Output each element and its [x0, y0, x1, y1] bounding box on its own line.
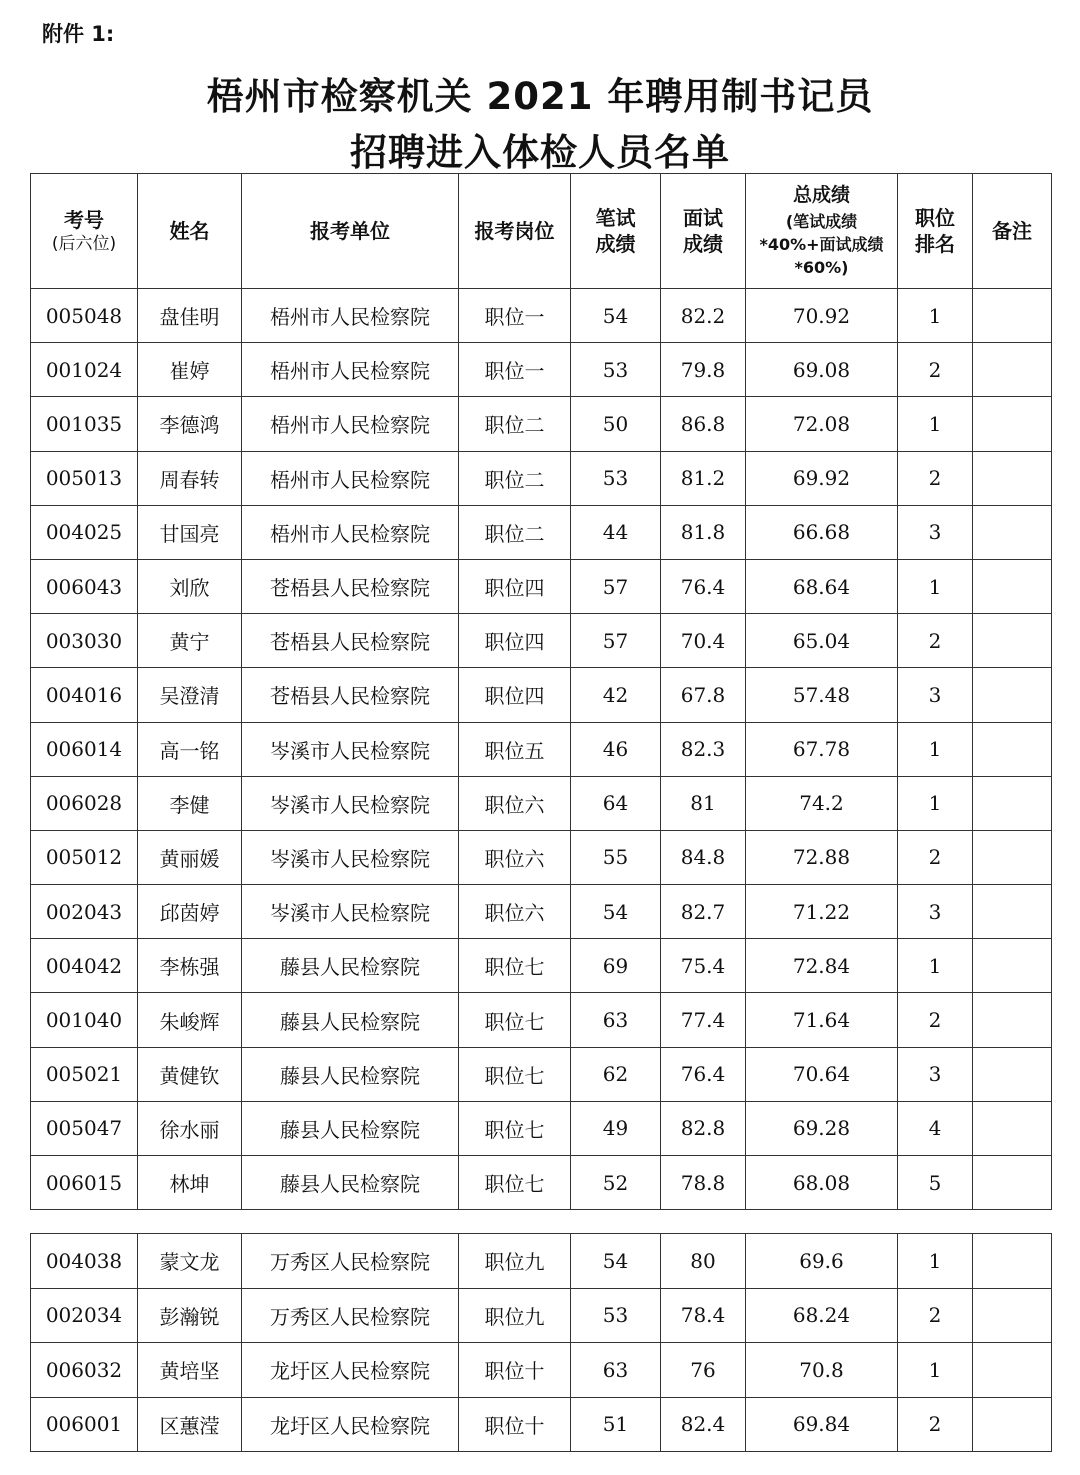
cell-interview: 75.4 — [661, 939, 746, 993]
cell-unit: 藤县人民检察院 — [242, 1156, 459, 1210]
cell-name: 蒙文龙 — [138, 1234, 242, 1289]
cell-unit: 藤县人民检察院 — [242, 1047, 459, 1101]
cell-written: 64 — [571, 776, 661, 830]
header-exam-no — [31, 174, 138, 289]
cell-position: 职位六 — [459, 776, 571, 830]
cell-interview: 81 — [661, 776, 746, 830]
table-row — [31, 343, 1052, 397]
cell-position: 职位七 — [459, 1047, 571, 1101]
cell-interview: 82.3 — [661, 722, 746, 776]
table-row — [31, 776, 1052, 830]
cell-written: 46 — [571, 722, 661, 776]
cell-name: 周春转 — [138, 451, 242, 505]
cell-written: 50 — [571, 397, 661, 451]
cell-written: 49 — [571, 1101, 661, 1155]
cell-rank: 4 — [898, 1101, 973, 1155]
cell-rank: 2 — [898, 451, 973, 505]
cell-position: 职位七 — [459, 1156, 571, 1210]
cell-rank: 5 — [898, 1156, 973, 1210]
cell-id: 002043 — [31, 885, 138, 939]
cell-remark — [973, 505, 1052, 559]
cell-unit: 岑溪市人民检察院 — [242, 776, 459, 830]
cell-interview: 82.8 — [661, 1101, 746, 1155]
table-row — [31, 559, 1052, 613]
cell-unit: 苍梧县人民检察院 — [242, 614, 459, 668]
cell-name: 崔婷 — [138, 343, 242, 397]
cell-interview: 84.8 — [661, 830, 746, 884]
cell-remark — [973, 1156, 1052, 1210]
attachment-label: 附件 1: — [42, 22, 115, 46]
cell-interview: 86.8 — [661, 397, 746, 451]
cell-name: 邱茵婷 — [138, 885, 242, 939]
cell-total: 68.64 — [746, 559, 898, 613]
cell-written: 53 — [571, 451, 661, 505]
cell-position: 职位六 — [459, 830, 571, 884]
cell-remark — [973, 830, 1052, 884]
table-row — [31, 1156, 1052, 1210]
cell-written: 52 — [571, 1156, 661, 1210]
cell-id: 004042 — [31, 939, 138, 993]
cell-id: 004016 — [31, 668, 138, 722]
cell-rank: 3 — [898, 668, 973, 722]
cell-remark — [973, 1101, 1052, 1155]
cell-position: 职位五 — [459, 722, 571, 776]
cell-rank: 2 — [898, 1397, 973, 1452]
cell-name: 徐水丽 — [138, 1101, 242, 1155]
cell-total: 69.92 — [746, 451, 898, 505]
header-exam-no-label: 考号 — [64, 207, 104, 232]
cell-unit: 岑溪市人民检察院 — [242, 830, 459, 884]
cell-id: 001024 — [31, 343, 138, 397]
cell-total: 69.28 — [746, 1101, 898, 1155]
cell-position: 职位七 — [459, 939, 571, 993]
cell-id: 006032 — [31, 1343, 138, 1398]
cell-rank: 2 — [898, 1288, 973, 1343]
cell-name: 区蕙滢 — [138, 1397, 242, 1452]
cell-id: 006043 — [31, 559, 138, 613]
header-written — [571, 174, 661, 289]
header-rank — [898, 174, 973, 289]
candidate-table — [30, 173, 1052, 1210]
cell-position: 职位二 — [459, 397, 571, 451]
cell-remark — [973, 1288, 1052, 1343]
cell-remark — [973, 289, 1052, 343]
cell-position: 职位四 — [459, 559, 571, 613]
cell-id: 005048 — [31, 289, 138, 343]
cell-remark — [973, 722, 1052, 776]
cell-remark — [973, 397, 1052, 451]
cell-total: 71.64 — [746, 993, 898, 1047]
cell-interview: 79.8 — [661, 343, 746, 397]
cell-remark — [973, 885, 1052, 939]
cell-unit: 梧州市人民检察院 — [242, 451, 459, 505]
cell-id: 006015 — [31, 1156, 138, 1210]
cell-unit: 龙圩区人民检察院 — [242, 1397, 459, 1452]
cell-interview: 82.4 — [661, 1397, 746, 1452]
cell-position: 职位四 — [459, 614, 571, 668]
cell-remark — [973, 993, 1052, 1047]
cell-id: 005012 — [31, 830, 138, 884]
header-position: 报考岗位 — [459, 174, 571, 289]
header-total-l3: *40%+面试成绩 — [759, 235, 884, 255]
cell-written: 54 — [571, 289, 661, 343]
cell-name: 黄健钦 — [138, 1047, 242, 1101]
header-total-l2: (笔试成绩 — [785, 211, 858, 231]
header-rank-l1: 职位 — [915, 206, 955, 230]
cell-total: 70.8 — [746, 1343, 898, 1398]
cell-total: 69.6 — [746, 1234, 898, 1289]
cell-remark — [973, 451, 1052, 505]
cell-name: 林坤 — [138, 1156, 242, 1210]
cell-total: 74.2 — [746, 776, 898, 830]
cell-remark — [973, 668, 1052, 722]
header-interview-l1: 面试 — [683, 206, 723, 230]
cell-total: 57.48 — [746, 668, 898, 722]
cell-interview: 76.4 — [661, 1047, 746, 1101]
header-total-l4: *60%) — [794, 258, 849, 278]
cell-remark — [973, 559, 1052, 613]
cell-unit: 岑溪市人民检察院 — [242, 885, 459, 939]
cell-unit: 苍梧县人民检察院 — [242, 668, 459, 722]
cell-total: 66.68 — [746, 505, 898, 559]
cell-id: 005021 — [31, 1047, 138, 1101]
cell-position: 职位六 — [459, 885, 571, 939]
table-row — [31, 830, 1052, 884]
cell-remark — [973, 614, 1052, 668]
cell-unit: 岑溪市人民检察院 — [242, 722, 459, 776]
cell-name: 刘欣 — [138, 559, 242, 613]
cell-total: 70.92 — [746, 289, 898, 343]
cell-written: 57 — [571, 614, 661, 668]
header-interview-l2: 成绩 — [683, 232, 723, 256]
header-total — [746, 174, 898, 289]
cell-position: 职位九 — [459, 1234, 571, 1289]
cell-total: 68.24 — [746, 1288, 898, 1343]
header-interview — [661, 174, 746, 289]
cell-unit: 藤县人民检察院 — [242, 939, 459, 993]
cell-rank: 1 — [898, 939, 973, 993]
table-row — [31, 505, 1052, 559]
cell-interview: 67.8 — [661, 668, 746, 722]
cell-position: 职位十 — [459, 1343, 571, 1398]
cell-interview: 81.8 — [661, 505, 746, 559]
cell-position: 职位四 — [459, 668, 571, 722]
header-name: 姓名 — [138, 174, 242, 289]
cell-id: 005013 — [31, 451, 138, 505]
cell-interview: 70.4 — [661, 614, 746, 668]
header-written-l1: 笔试 — [595, 206, 636, 230]
table-row — [31, 722, 1052, 776]
cell-rank: 1 — [898, 1343, 973, 1398]
cell-written: 44 — [571, 505, 661, 559]
cell-remark — [973, 1397, 1052, 1452]
cell-unit: 龙圩区人民检察院 — [242, 1343, 459, 1398]
cell-written: 53 — [571, 343, 661, 397]
table-row — [31, 1343, 1052, 1398]
cell-name: 李德鸿 — [138, 397, 242, 451]
header-unit: 报考单位 — [242, 174, 459, 289]
cell-name: 黄丽媛 — [138, 830, 242, 884]
cell-interview: 82.2 — [661, 289, 746, 343]
table-row — [31, 1397, 1052, 1452]
cell-written: 63 — [571, 993, 661, 1047]
cell-id: 006014 — [31, 722, 138, 776]
cell-name: 彭瀚锐 — [138, 1288, 242, 1343]
cell-total: 70.64 — [746, 1047, 898, 1101]
cell-written: 62 — [571, 1047, 661, 1101]
cell-unit: 万秀区人民检察院 — [242, 1234, 459, 1289]
cell-unit: 梧州市人民检察院 — [242, 505, 459, 559]
cell-rank: 1 — [898, 722, 973, 776]
cell-position: 职位一 — [459, 289, 571, 343]
cell-rank: 3 — [898, 1047, 973, 1101]
cell-interview: 78.8 — [661, 1156, 746, 1210]
cell-written: 55 — [571, 830, 661, 884]
header-written-l2: 成绩 — [595, 232, 636, 256]
cell-id: 006028 — [31, 776, 138, 830]
cell-written: 42 — [571, 668, 661, 722]
cell-position: 职位九 — [459, 1288, 571, 1343]
cell-total: 69.08 — [746, 343, 898, 397]
table-row — [31, 289, 1052, 343]
cell-written: 57 — [571, 559, 661, 613]
page-title: 梧州市检察机关 2021 年聘用制书记员 — [206, 75, 874, 118]
cell-interview: 76 — [661, 1343, 746, 1398]
cell-name: 吴澄清 — [138, 668, 242, 722]
table-row — [31, 451, 1052, 505]
cell-total: 68.08 — [746, 1156, 898, 1210]
cell-id: 004025 — [31, 505, 138, 559]
table-row — [31, 939, 1052, 993]
cell-interview: 82.7 — [661, 885, 746, 939]
cell-rank: 1 — [898, 1234, 973, 1289]
cell-remark — [973, 1343, 1052, 1398]
cell-position: 职位十 — [459, 1397, 571, 1452]
table-header-row — [31, 174, 1052, 289]
cell-written: 53 — [571, 1288, 661, 1343]
cell-interview: 81.2 — [661, 451, 746, 505]
cell-remark — [973, 343, 1052, 397]
table-row — [31, 397, 1052, 451]
candidate-table-continued — [30, 1233, 1052, 1452]
cell-id: 003030 — [31, 614, 138, 668]
cell-unit: 梧州市人民检察院 — [242, 343, 459, 397]
cell-name: 李栋强 — [138, 939, 242, 993]
table-row — [31, 668, 1052, 722]
header-rank-l2: 排名 — [915, 232, 955, 256]
cell-rank: 2 — [898, 830, 973, 884]
header-remark: 备注 — [973, 174, 1052, 289]
cell-total: 72.84 — [746, 939, 898, 993]
cell-written: 63 — [571, 1343, 661, 1398]
cell-id: 004038 — [31, 1234, 138, 1289]
cell-rank: 1 — [898, 559, 973, 613]
cell-remark — [973, 939, 1052, 993]
cell-written: 54 — [571, 885, 661, 939]
header-total-l1: 总成绩 — [792, 184, 850, 207]
cell-name: 高一铭 — [138, 722, 242, 776]
cell-position: 职位二 — [459, 505, 571, 559]
cell-unit: 万秀区人民检察院 — [242, 1288, 459, 1343]
cell-id: 001040 — [31, 993, 138, 1047]
cell-unit: 梧州市人民检察院 — [242, 397, 459, 451]
cell-interview: 76.4 — [661, 559, 746, 613]
header-exam-no-sub: (后六位) — [51, 233, 117, 254]
cell-remark — [973, 1047, 1052, 1101]
cell-name: 甘国亮 — [138, 505, 242, 559]
cell-interview: 80 — [661, 1234, 746, 1289]
cell-total: 71.22 — [746, 885, 898, 939]
table-row — [31, 1234, 1052, 1289]
cell-rank: 1 — [898, 397, 973, 451]
cell-rank: 2 — [898, 993, 973, 1047]
cell-rank: 1 — [898, 776, 973, 830]
cell-unit: 藤县人民检察院 — [242, 993, 459, 1047]
table-row — [31, 885, 1052, 939]
cell-name: 盘佳明 — [138, 289, 242, 343]
cell-total: 69.84 — [746, 1397, 898, 1452]
cell-position: 职位七 — [459, 1101, 571, 1155]
cell-total: 72.08 — [746, 397, 898, 451]
cell-name: 李健 — [138, 776, 242, 830]
cell-id: 006001 — [31, 1397, 138, 1452]
cell-interview: 78.4 — [661, 1288, 746, 1343]
cell-total: 67.78 — [746, 722, 898, 776]
table-row — [31, 614, 1052, 668]
table-row — [31, 1101, 1052, 1155]
table-row — [31, 993, 1052, 1047]
cell-id: 002034 — [31, 1288, 138, 1343]
cell-remark — [973, 776, 1052, 830]
cell-rank: 2 — [898, 614, 973, 668]
cell-name: 黄宁 — [138, 614, 242, 668]
cell-id: 001035 — [31, 397, 138, 451]
cell-total: 72.88 — [746, 830, 898, 884]
cell-rank: 1 — [898, 289, 973, 343]
cell-unit: 梧州市人民检察院 — [242, 289, 459, 343]
cell-rank: 2 — [898, 343, 973, 397]
cell-remark — [973, 1234, 1052, 1289]
table-row — [31, 1047, 1052, 1101]
cell-position: 职位七 — [459, 993, 571, 1047]
cell-unit: 苍梧县人民检察院 — [242, 559, 459, 613]
cell-id: 005047 — [31, 1101, 138, 1155]
cell-rank: 3 — [898, 505, 973, 559]
cell-rank: 3 — [898, 885, 973, 939]
cell-unit: 藤县人民检察院 — [242, 1101, 459, 1155]
cell-position: 职位一 — [459, 343, 571, 397]
page-subtitle: 招聘进入体检人员名单 — [350, 131, 730, 174]
table-row — [31, 1288, 1052, 1343]
cell-position: 职位二 — [459, 451, 571, 505]
cell-written: 54 — [571, 1234, 661, 1289]
cell-total: 65.04 — [746, 614, 898, 668]
cell-written: 51 — [571, 1397, 661, 1452]
cell-name: 黄培坚 — [138, 1343, 242, 1398]
cell-written: 69 — [571, 939, 661, 993]
cell-name: 朱峻辉 — [138, 993, 242, 1047]
cell-interview: 77.4 — [661, 993, 746, 1047]
